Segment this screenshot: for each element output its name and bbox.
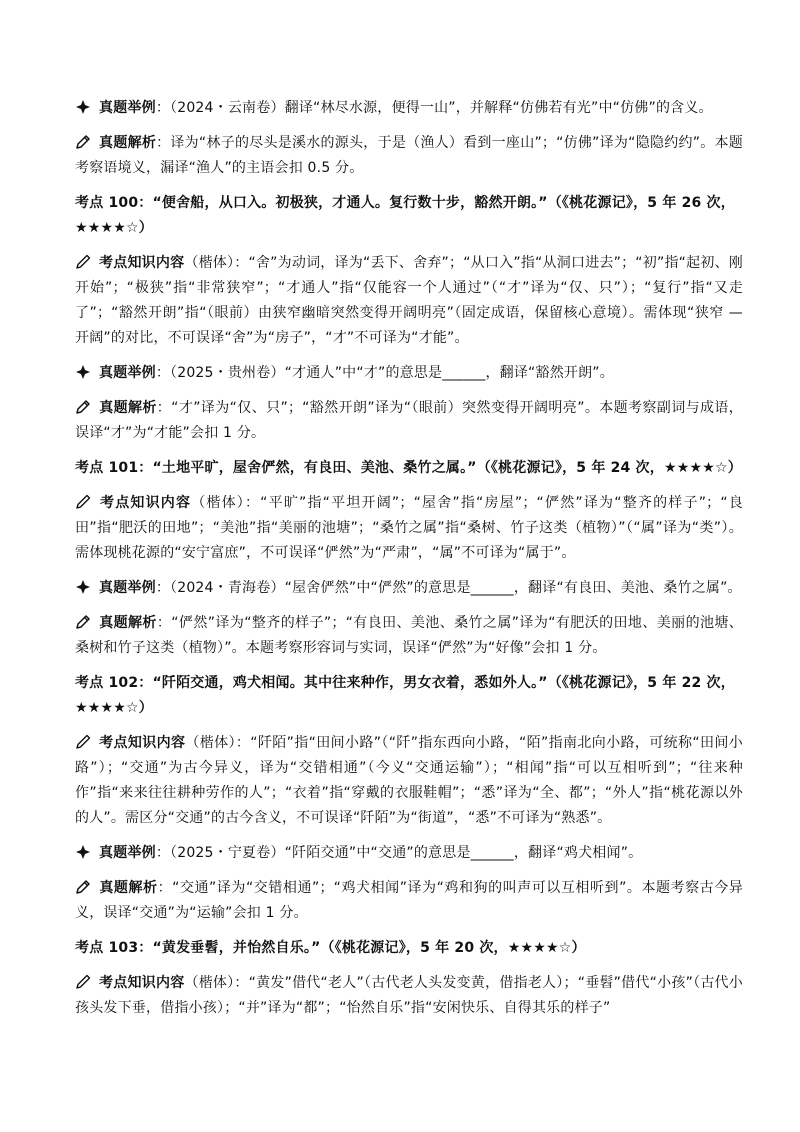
example-label: 真题举例 [99,100,156,116]
analysis-paragraph [75,611,743,661]
knowledge-paragraph [75,251,743,351]
analysis-text: ：“俨然”译为“整齐的样子”；“有良田、美池、桑竹之属”译为“有肥沃的田地、美丽的池塘、桑树和竹子这类（植物）”。本题考察形容词与实词，误译“俨然”为“好像”会扣 1 分。 [75,615,743,656]
pen-icon [75,254,91,270]
knowledge-label: 考点知识内容 [99,735,186,751]
knowledge-text: （楷体）：“黄发”借代“老人”（古代老人头发变黄，借指老人）；“垂髫”借代“小孩”（古代小孩头发下垂，借指小孩）；“并”译为“都”；“怡然自乐”指“安闲快乐、自得其乐的样子” [75,975,743,1016]
analysis-paragraph [75,396,743,446]
analysis-text: ：“交通”译为“交错相通”；“鸡犬相闻”译为“鸡和狗的叫声可以互相听到”。本题考察古今异义，误译“交通”为“运输”会扣 1 分。 [75,880,743,921]
example-paragraph [75,576,743,601]
pencil-icon [75,134,91,150]
example-text: ：（2024・云南卷）翻译“林尽水源，便得一山”，并解释“仿佛若有光”中“仿佛”的含义。 [155,100,713,116]
knowledge-label: 考点知识内容 [99,975,185,991]
knowledge-paragraph [75,731,743,831]
example-text: ：（2025・宁夏卷）“阡陌交通”中“交通”的意思是______，翻译“鸡犬相闻”。 [155,845,643,861]
example-text: ：（2025・贵州卷）“才通人”中“才”的意思是______，翻译“豁然开朗”。 [155,365,614,381]
analysis-text: ：“才”译为“仅、只”；“豁然开朗”译为“（眼前）突然变得开阔明亮”。本题考察副词与成语，误译“才”为“才能”会扣 1 分。 [75,400,743,441]
document-content [75,96,743,1031]
pen-icon [75,734,91,750]
analysis-paragraph [75,131,743,181]
knowledge-text: （楷体）：“阡陌”指“田间小路”（“阡”指东西向小路，“陌”指南北向小路，可统称“田间小路”）；“交通”为古今异义，译为“交错相通”（今义“交通运输”）；“相闻”指“可以互相听到”；“往来种作”指“来来往往耕种劳作的人”；“衣着”指“穿戴的衣服鞋帽”；“悉”译为“全、都”；“外人”指“桃花源以外的人”。需区分“交通”的古今含义，不可误译“阡陌”为“街道”，“悉”不可译为“熟悉”。 [75,735,743,826]
analysis-paragraph [75,876,743,926]
exam-point-heading: 考点 101：“土地平旷，屋舍俨然，有良田、美池、桑竹之属。”（《桃花源记》，5 年 24 次，★★★★☆） [75,460,742,476]
example-paragraph [75,361,743,386]
pencil-icon [75,614,91,630]
exam-point-heading: 考点 103：“黄发垂髫，并怡然自乐。”（《桃花源记》，5 年 20 次，★★★★☆） [75,940,586,956]
knowledge-text: （楷体）：“平旷”指“平坦开阔”；“屋舍”指“房屋”；“俨然”译为“整齐的样子”；“良田”指“肥沃的田地”；“美池”指“美丽的池塘”；“桑竹之属”指“桑树、竹子这类（植物）”（“属”译为“类”）。需体现桃花源的“安宁富庶”，不可误译“俨然”为“严肃”，“属”不可译为“属于”。 [75,495,743,561]
example-label: 真题举例 [99,845,156,861]
exam-point-heading: 考点 100：“便舍船，从口入。初极狭，才通人。复行数十步，豁然开朗。”（《桃花源记》，5 年 26 次，★★★★☆） [75,195,735,236]
analysis-label: 真题解析 [99,135,157,151]
analysis-label: 真题解析 [99,615,157,631]
knowledge-paragraph [75,491,743,566]
example-paragraph [75,841,743,866]
analysis-text: ：译为“林子的尽头是溪水的源头，于是（渔人）看到一座山”；“仿佛”译为“隐隐约约”。本题考察语境义，漏译“渔人”的主语会扣 0.5 分。 [75,135,743,176]
diamond-bullet-icon [75,844,91,860]
pencil-icon [75,399,91,415]
knowledge-paragraph [75,971,743,1021]
pencil-icon [75,879,91,895]
knowledge-text: （楷体）：“舍”为动词，译为“丢下、舍弃”；“从口入”指“从洞口进去”；“初”指“起初、刚开始”；“极狭”指“非常狭窄”；“才通人”指“仅能容一个人通过”（“才”译为“仅、只”）；“复行”指“又走了”；“豁然开朗”指“（眼前）由狭窄幽暗突然变得开阔明亮”（固定成语，保留核心意境）。需体现“狭窄 — 开阔”的对比，不可误译“舍”为“房子”，“才”不可译为“才能”。 [75,255,744,346]
pen-icon [75,974,91,990]
example-text: ：（2024・青海卷）“屋舍俨然”中“俨然”的意思是______，翻译“有良田、美池、桑竹之属”。 [155,580,742,596]
knowledge-label: 考点知识内容 [99,255,185,271]
diamond-bullet-icon [75,364,91,380]
example-paragraph [75,96,743,121]
analysis-label: 真题解析 [99,880,158,896]
exam-point-heading: 考点 102：“阡陌交通，鸡犬相闻。其中往来种作，男女衣着，悉如外人。”（《桃花源记》，5 年 22 次，★★★★☆） [75,675,735,716]
pen-icon [75,494,91,510]
analysis-label: 真题解析 [99,400,157,416]
knowledge-label: 考点知识内容 [99,495,192,511]
diamond-bullet-icon [75,579,91,595]
example-label: 真题举例 [99,365,156,381]
example-label: 真题举例 [99,580,156,596]
diamond-bullet-icon [75,99,91,115]
